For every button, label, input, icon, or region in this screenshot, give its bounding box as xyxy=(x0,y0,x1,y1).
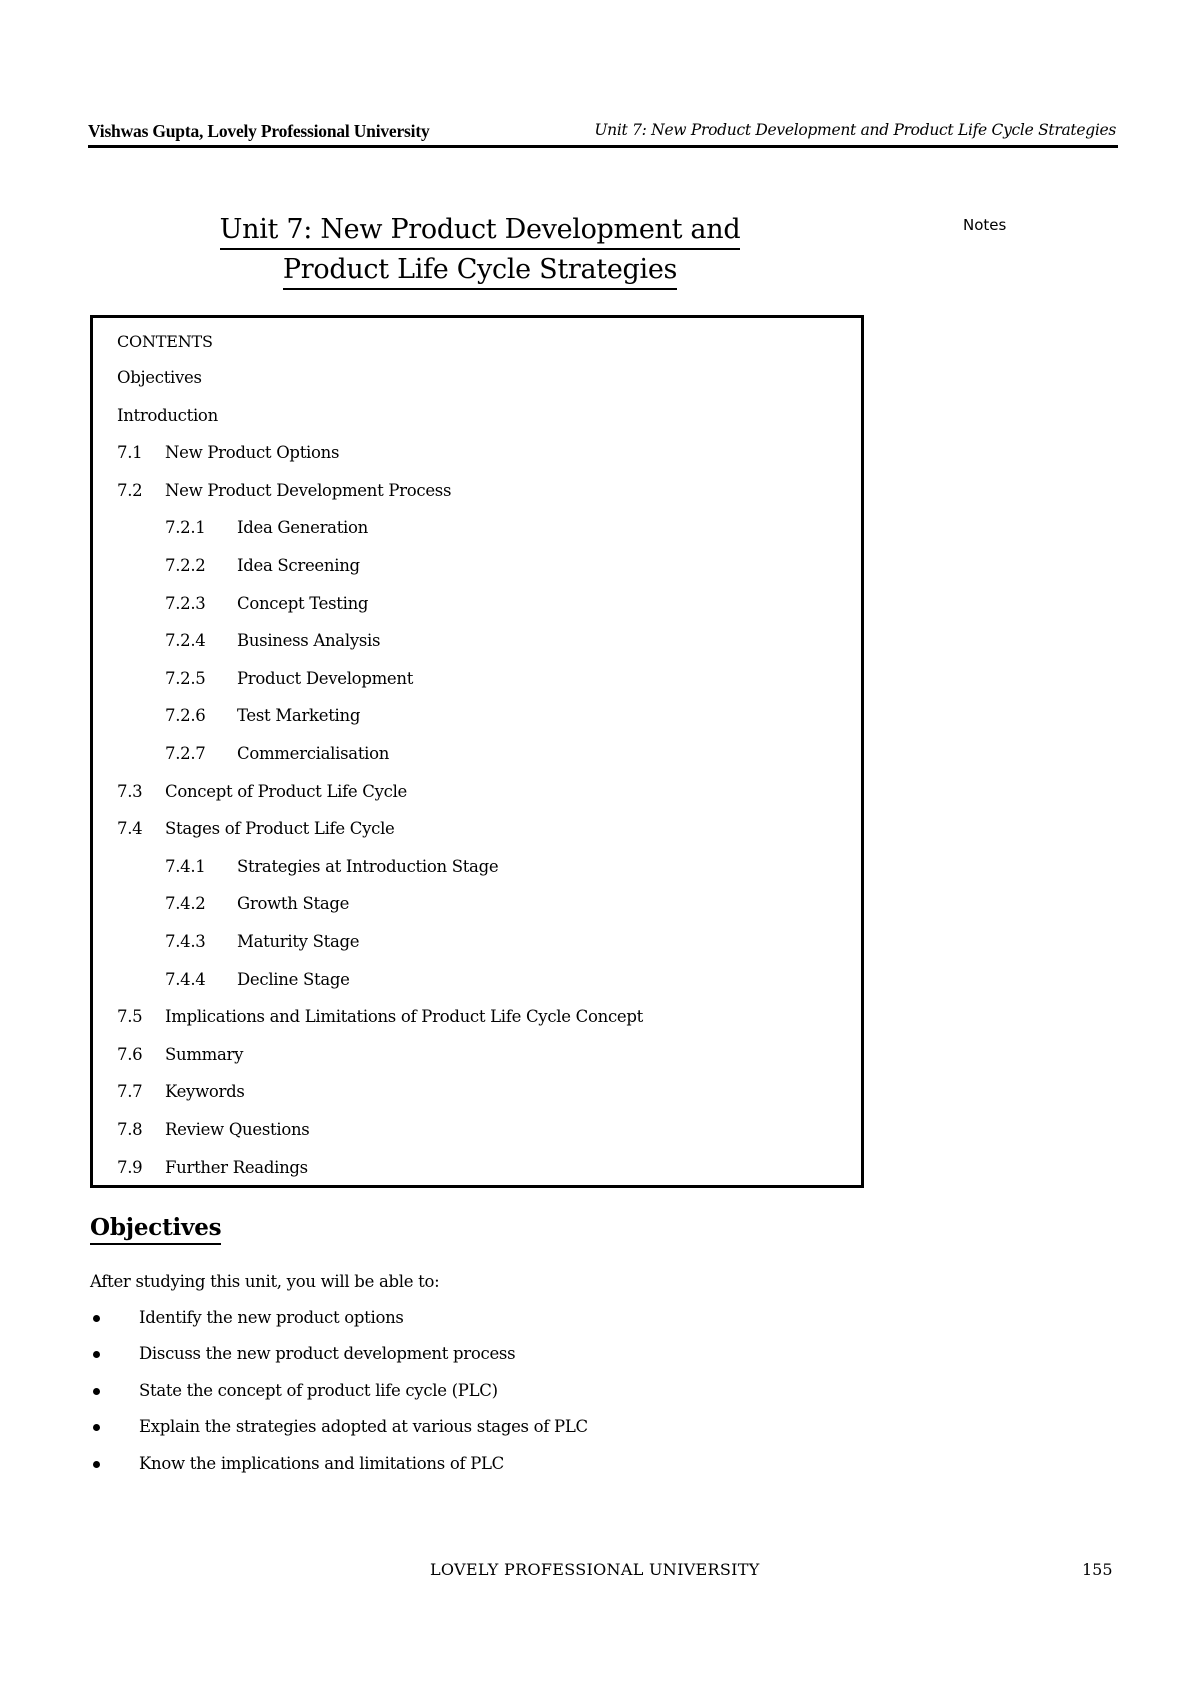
toc-item-number: 7.2.3 xyxy=(165,593,206,613)
objectives-heading: Objectives xyxy=(90,1213,221,1245)
toc-item-number: 7.2.5 xyxy=(165,668,206,688)
unit-title-line-2: Product Life Cycle Strategies xyxy=(283,252,677,290)
toc-item-number: 7.4.3 xyxy=(165,932,206,951)
toc-item-label: Product Development xyxy=(237,668,414,688)
toc-item-number: 7.2.1 xyxy=(165,518,206,538)
toc-item-label: Strategies at Introduction Stage xyxy=(237,856,499,876)
toc-item-number: 7.4.4 xyxy=(165,969,206,989)
toc-item-label: Objectives xyxy=(117,368,202,387)
objective-text: Identify the new product options xyxy=(139,1308,404,1327)
toc-item-label: Stages of Product Life Cycle xyxy=(165,819,395,839)
toc-item xyxy=(117,782,407,801)
toc-item-number: 7.2.2 xyxy=(165,556,206,575)
notes-label: Notes xyxy=(963,216,1007,234)
toc-item-label: Implications and Limitations of Product Life Cycle Concept xyxy=(165,1007,643,1027)
toc-item-label: Idea Generation xyxy=(237,518,368,538)
toc-item-label: New Product Development Process xyxy=(165,480,452,500)
toc-item xyxy=(117,1045,243,1064)
bullet-icon xyxy=(93,1351,100,1358)
toc-item xyxy=(117,406,218,425)
page-number: 155 xyxy=(1082,1560,1113,1579)
toc-item-label: Review Questions xyxy=(165,1120,310,1139)
header-unit-title: Unit 7: New Product Development and Product Life Cycle Strategies xyxy=(594,121,1116,139)
toc-item-label: Test Marketing xyxy=(237,706,361,726)
toc-item-label: Maturity Stage xyxy=(237,932,360,951)
toc-item-number: 7.7 xyxy=(117,1082,143,1102)
contents-heading: CONTENTS xyxy=(117,332,213,351)
toc-item xyxy=(117,1158,308,1177)
toc-item-number: 7.2.6 xyxy=(165,706,206,726)
toc-item xyxy=(117,1007,643,1026)
toc-item xyxy=(165,556,360,575)
toc-item xyxy=(165,518,368,537)
toc-item-label: New Product Options xyxy=(165,443,340,463)
toc-item xyxy=(117,1082,245,1101)
toc-item xyxy=(117,481,451,500)
bullet-icon xyxy=(93,1461,100,1468)
toc-item xyxy=(117,443,339,462)
objectives-intro: After studying this unit, you will be able to: xyxy=(90,1272,440,1291)
toc-item-label: Growth Stage xyxy=(237,894,350,914)
toc-item-label: Concept of Product Life Cycle xyxy=(165,781,408,801)
toc-item-number: 7.8 xyxy=(117,1120,143,1139)
toc-item xyxy=(165,744,389,763)
toc-item xyxy=(165,706,360,725)
unit-title-line-1: Unit 7: New Product Development and xyxy=(220,212,741,250)
toc-item-number: 7.2 xyxy=(117,480,143,500)
toc-item-label: Summary xyxy=(165,1044,244,1064)
toc-item xyxy=(117,368,202,387)
objective-text: Discuss the new product development process xyxy=(139,1344,516,1364)
toc-item-number: 7.1 xyxy=(117,443,143,463)
running-header xyxy=(88,119,1118,148)
toc-item xyxy=(165,894,349,913)
toc-item-label: Idea Screening xyxy=(237,556,360,575)
toc-item-label: Further Readings xyxy=(165,1157,308,1177)
toc-item xyxy=(165,932,359,951)
toc-item xyxy=(165,594,368,613)
toc-item-label: Decline Stage xyxy=(237,969,350,989)
toc-item-label: Introduction xyxy=(117,405,218,425)
footer-university: LOVELY PROFESSIONAL UNIVERSITY xyxy=(430,1560,760,1579)
toc-item xyxy=(165,631,380,650)
toc-item-label: Concept Testing xyxy=(237,593,369,613)
toc-item-number: 7.3 xyxy=(117,781,143,801)
toc-item-number: 7.5 xyxy=(117,1007,143,1027)
toc-item xyxy=(165,970,350,989)
objective-text: Explain the strategies adopted at various stages of PLC xyxy=(139,1417,588,1437)
toc-item-number: 7.2.7 xyxy=(165,744,206,763)
toc-item-label: Commercialisation xyxy=(237,744,390,763)
objective-text: State the concept of product life cycle (PLC) xyxy=(139,1380,498,1400)
toc-item-number: 7.4.2 xyxy=(165,894,206,914)
toc-item-number: 7.9 xyxy=(117,1157,143,1177)
toc-item xyxy=(117,819,395,838)
bullet-icon xyxy=(93,1315,100,1322)
toc-item xyxy=(165,857,498,876)
toc-item-number: 7.6 xyxy=(117,1044,143,1064)
toc-item-label: Business Analysis xyxy=(237,631,381,651)
bullet-icon xyxy=(93,1388,100,1395)
contents-box xyxy=(90,315,864,1188)
toc-item-number: 7.4.1 xyxy=(165,856,206,876)
toc-item xyxy=(165,669,413,688)
objective-text: Know the implications and limitations of PLC xyxy=(139,1453,504,1473)
header-author: Vishwas Gupta, Lovely Professional University xyxy=(88,121,430,141)
unit-title xyxy=(150,210,810,290)
toc-item xyxy=(117,1120,309,1139)
toc-item-label: Keywords xyxy=(165,1082,245,1102)
toc-item-number: 7.2.4 xyxy=(165,631,206,651)
bullet-icon xyxy=(93,1424,100,1431)
toc-item-number: 7.4 xyxy=(117,819,143,839)
